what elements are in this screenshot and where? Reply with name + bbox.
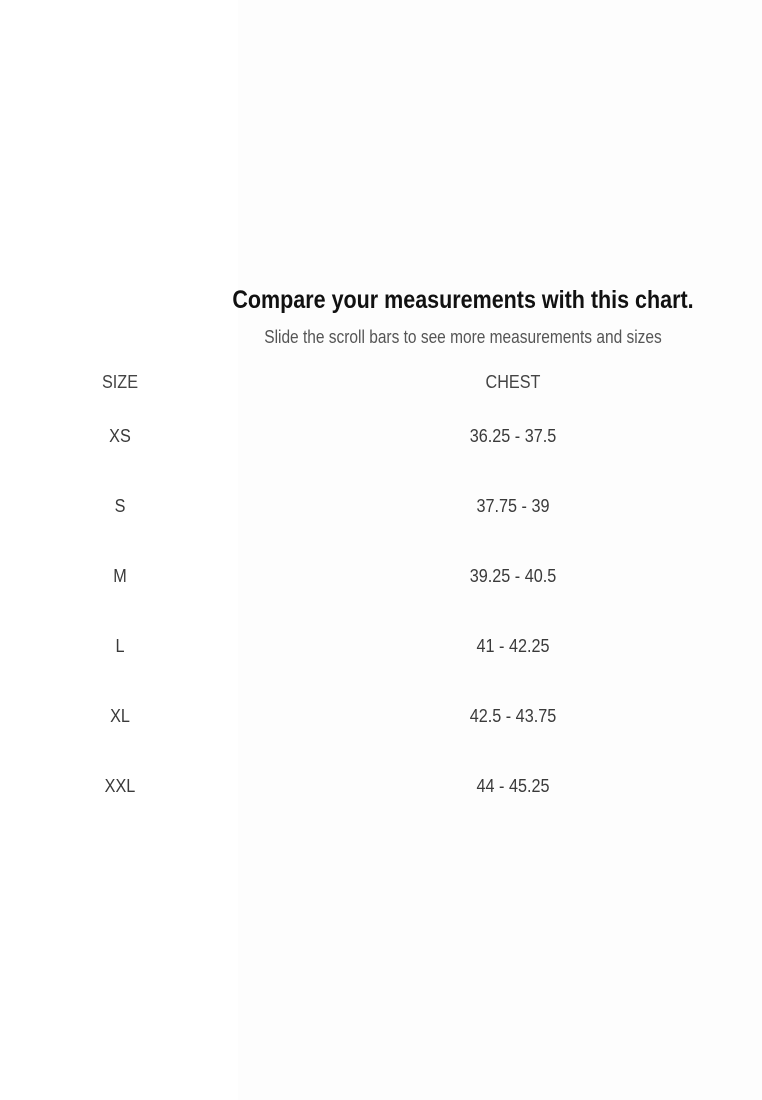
size-cell: XL — [110, 706, 130, 726]
column-header-chest: CHEST — [485, 372, 541, 392]
page-title: Compare your measurements with this chart. — [232, 286, 694, 314]
chest-cell: 37.75 - 39 — [476, 496, 550, 516]
chest-cell: 36.25 - 37.5 — [469, 426, 557, 446]
size-cell: S — [114, 496, 126, 516]
size-cell: M — [113, 566, 127, 586]
chest-cell: 41 - 42.25 — [476, 636, 550, 656]
page-subtitle: Slide the scroll bars to see more measurements and sizes — [264, 327, 662, 347]
size-cell: L — [115, 636, 125, 656]
chest-cell: 39.25 - 40.5 — [469, 566, 557, 586]
size-cell: XXL — [104, 776, 136, 796]
size-cell: XS — [109, 426, 131, 446]
chest-cell: 42.5 - 43.75 — [469, 706, 557, 726]
column-header-size: SIZE — [101, 372, 138, 392]
chest-cell: 44 - 45.25 — [476, 776, 550, 796]
